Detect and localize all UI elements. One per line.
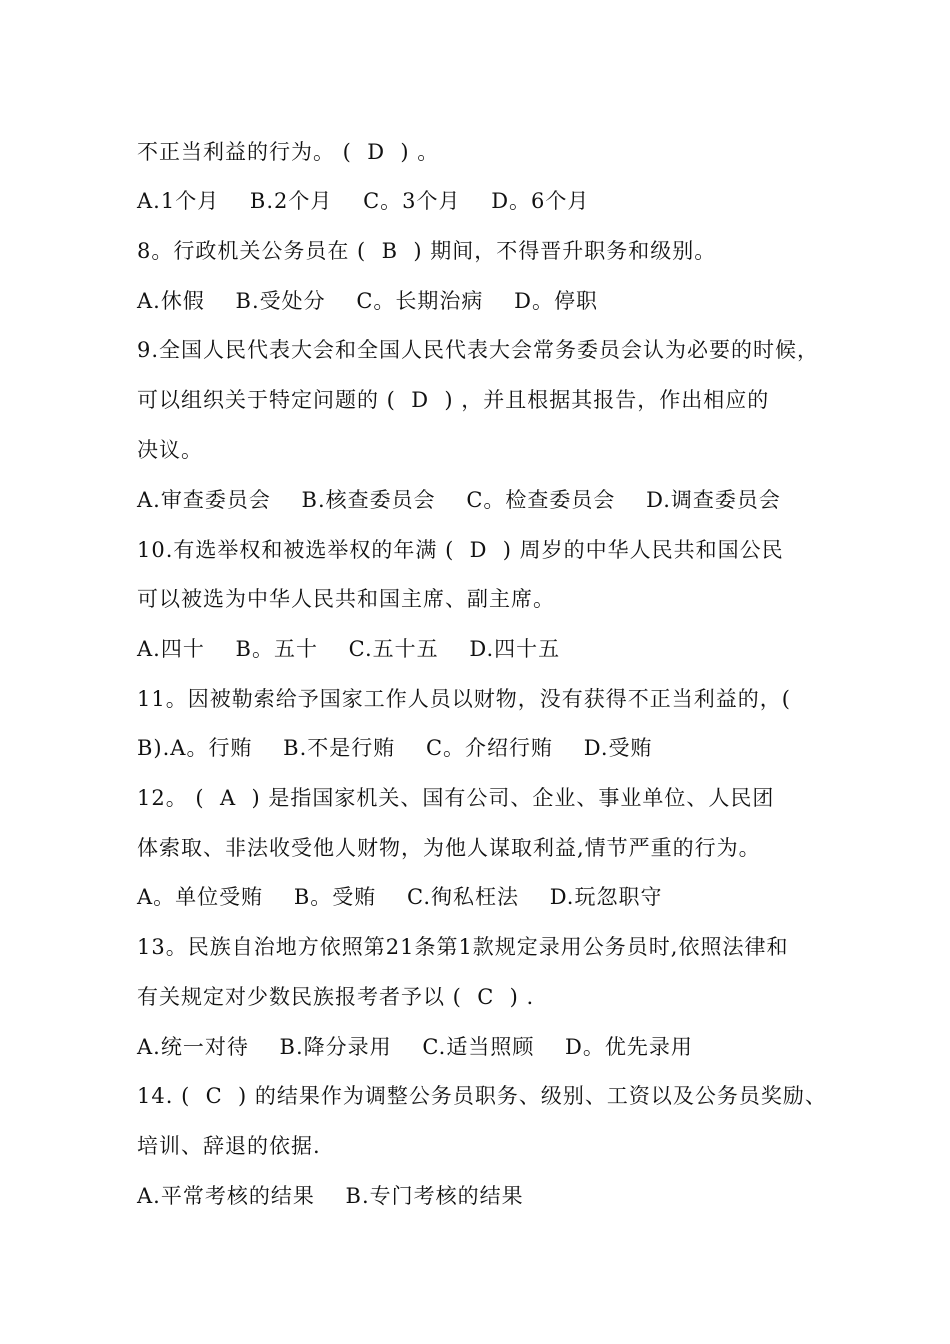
text-line: 8。行政机关公务员在 ( B ) 期间，不得晋升职务和级别。: [137, 239, 717, 263]
text-line: A.统一对待 B.降分录用 C.适当照顾 D。优先录用: [137, 1035, 693, 1059]
text-line: 可以组织关于特定问题的 ( D ) ，并且根据其报告，作出相应的: [137, 388, 770, 412]
text-line: B).A。行贿 B.不是行贿 C。介绍行贿 D.受贿: [137, 736, 653, 760]
text-line: 体索取、非法收受他人财物，为他人谋取利益,情节严重的行为。: [137, 836, 761, 860]
text-line: A.休假 B.受处分 C。长期治病 D。停职: [137, 289, 598, 313]
text-line: 可以被选为中华人民共和国主席、副主席。: [137, 587, 555, 611]
text-line: 9.全国人民代表大会和全国人民代表大会常务委员会认为必要的时候，: [137, 338, 820, 362]
text-line: 决议。: [137, 438, 203, 462]
text-line: 14. ( C ) 的结果作为调整公务员职务、级别、工资以及公务员奖励、: [137, 1084, 827, 1108]
text-line: A。单位受贿 B。受贿 C.徇私枉法 D.玩忽职守: [137, 885, 663, 909]
text-line: 不正当利益的行为。 ( D ) 。: [137, 140, 440, 164]
text-line: 10.有选举权和被选举权的年满 ( D ) 周岁的中华人民共和国公民: [137, 538, 784, 562]
text-line: 有关规定对少数民族报考者予以 ( C ) .: [137, 985, 535, 1009]
text-line: A.1个月 B.2个月 C。3个月 D。6个月: [137, 189, 590, 213]
text-line: 12。 ( A ) 是指国家机关、国有公司、企业、事业单位、人民团: [137, 786, 775, 810]
text-line: 11。因被勒索给予国家工作人员以财物，没有获得不正当利益的，(: [137, 687, 791, 711]
text-line: A.平常考核的结果 B.专门考核的结果: [137, 1184, 524, 1208]
text-line: 培训、辞退的依据.: [137, 1134, 321, 1158]
text-line: 13。民族自治地方依照第21条第1款规定录用公务员时,依照法律和: [137, 935, 789, 959]
text-line: A.四十 B。五十 C.五十五 D.四十五: [137, 637, 561, 661]
text-line: A.审查委员会 B.核查委员会 C。检查委员会 D.调查委员会: [137, 488, 781, 512]
